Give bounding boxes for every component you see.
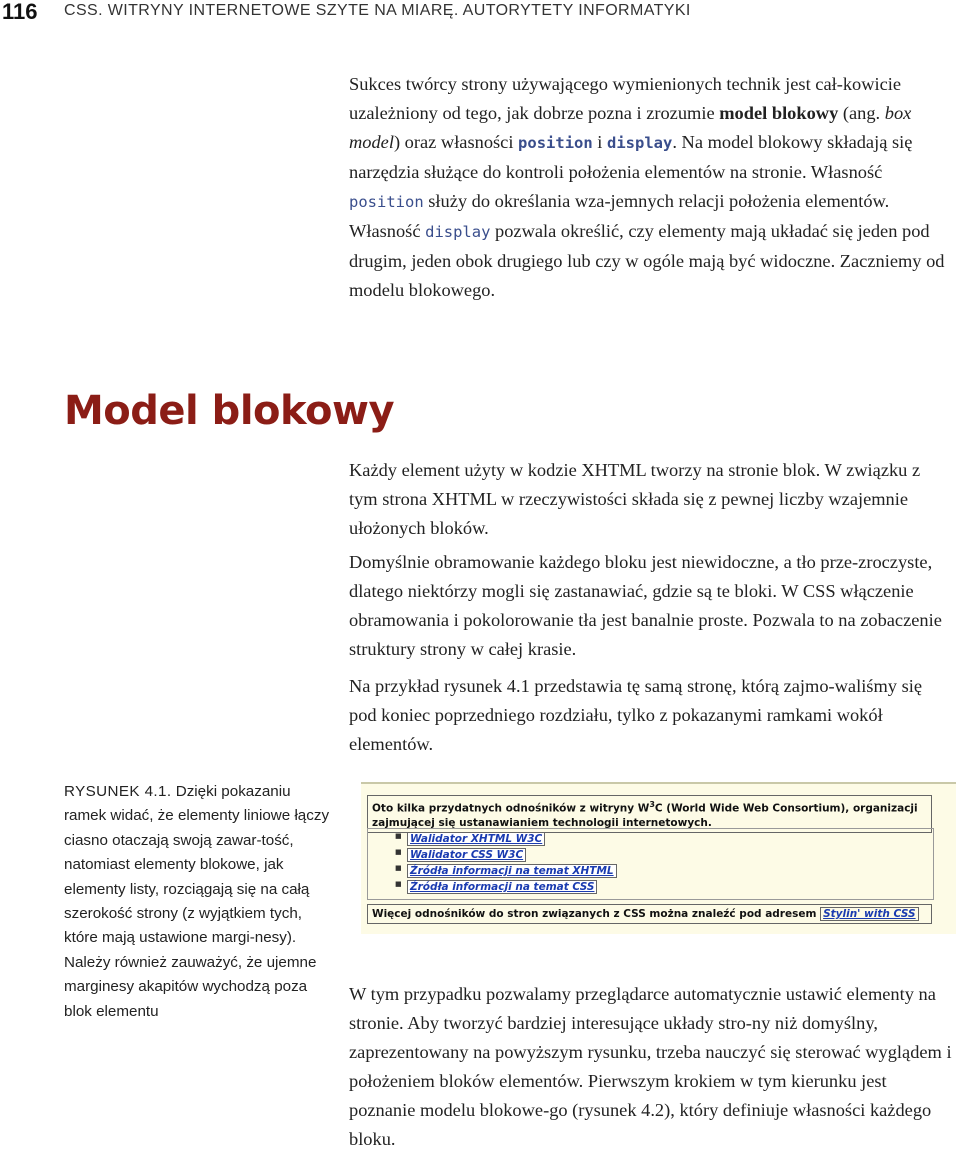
intro-text-5: . Na model blokowy składają się narzędzia służące do kontroli położenia elementów na stronie. Własność: [349, 132, 913, 182]
link-css-validator[interactable]: Walidator CSS W3C: [407, 848, 526, 862]
term-box-model-en: box model: [349, 103, 912, 152]
keyword-display: display: [607, 134, 673, 152]
body-paragraph-4: W tym przypadku pozwalamy przeglądarce automatycznie ustawić elementy na stronie. Aby tworzyć bardziej interesujące układy stro-ny niż domyślny, zaprezentowany na powyższym rysunku, trzeba nauczyć się sterować wyglądem i położeniem bloków elementów. Pierwszym krokiem w tym kierunku jest poznanie modelu blokowe-go (rysunek 4.2), który definiuje własności każdego bloku.: [349, 984, 952, 1149]
page-number: 116: [2, 0, 38, 24]
intro-text-1: Sukces twórcy strony używającego wymienionych technik jest cał-kowicie uzależniony od tego, jak dobrze pozna i zrozumie: [349, 74, 902, 123]
keyword-position: position: [518, 134, 593, 152]
list-item: [407, 832, 617, 845]
intro-text-7: pozwala określić, czy elementy mają układać się jeden pod drugim, jeden obok drugiego lub czy w ogóle mają być widoczne. Zaczniemy od modelu blokowego.: [349, 221, 945, 300]
figure-caption: [64, 780, 336, 1024]
link-xhtml-resources[interactable]: Źródła informacji na temat XHTML: [407, 864, 617, 878]
intro-text-2: (ang.: [838, 103, 885, 123]
running-head: CSS. WITRYNY INTERNETOWE SZYTE NA MIARĘ. AUTORYTETY INFORMATYKI: [64, 2, 691, 19]
figure-label: RYSUNEK 4.1.: [64, 783, 172, 800]
figure-intro-paragraph: [367, 795, 932, 833]
intro-text-6: służy do określania wza-jemnych relacji położenia elementów. Własność: [349, 191, 890, 241]
section-title: Model blokowy: [64, 388, 395, 434]
link-xhtml-validator[interactable]: Walidator XHTML W3C: [407, 832, 545, 846]
figure-link-list: [407, 832, 617, 896]
intro-text-4: i: [592, 132, 608, 152]
term-box-model: model blokowy: [719, 103, 839, 123]
figure-intro-text-2: C (World Wide Web Consortium), organizacji zajmującej się ustanawianiem technologii internetowych.: [372, 802, 918, 829]
body-paragraph-2: Domyślnie obramowanie każdego bloku jest niewidoczne, a tło prze-zroczyste, dlatego niektórzy mogli się zastanawiać, gdzie są te bloki. W CSS włączenie obramowania i pokolorowanie tła jest banalnie proste. Pozwala to na zobaczenie struktury strony w całej krasie.: [349, 552, 942, 659]
figure-screenshot: [361, 782, 956, 934]
intro-paragraph: [349, 70, 953, 305]
list-item: [407, 864, 617, 877]
page-header: [0, 0, 960, 26]
figure-footer-text: Więcej odnośników do stron związanych z CSS można znaleźć pod adresem: [372, 908, 821, 920]
body-paragraph-1: Każdy element użyty w kodzie XHTML tworzy na stronie blok. W związku z tym strona XHTML w rzeczywistości składa się z pewnej liczby wzajemnie ułożonych bloków.: [349, 460, 921, 538]
list-item: [407, 848, 617, 861]
link-stylin-with-css[interactable]: Stylin' with CSS: [820, 907, 919, 921]
figure-footer-paragraph: [367, 904, 932, 924]
intro-text-3: ) oraz własności: [393, 132, 519, 152]
link-css-resources[interactable]: Źródła informacji na temat CSS: [407, 880, 597, 894]
list-item: [407, 880, 617, 893]
figure-caption-text: Dzięki pokazaniu ramek widać, że elementy liniowe łączy ciasno otaczają swoją zawar-tość, natomiast elementy blokowe, jak elementy listy, rozciągają się na całą szerokość strony (z wyjątkiem tych, które mają ustawione margi-nesy). Należy również zauważyć, że ujemne marginesy akapitów wychodzą poza blok elementu: [64, 783, 330, 1020]
keyword-display-2: display: [425, 223, 491, 241]
w3-superscript: 3: [649, 800, 655, 809]
body-paragraph-3: Na przykład rysunek 4.1 przedstawia tę samą stronę, którą zajmo-waliśmy się pod koniec poprzedniego rozdziału, tylko z pokazanymi ramkami wokół elementów.: [349, 676, 922, 754]
keyword-position-2: position: [349, 193, 424, 211]
figure-intro-text-1: Oto kilka przydatnych odnośników z witryny W: [372, 802, 650, 815]
